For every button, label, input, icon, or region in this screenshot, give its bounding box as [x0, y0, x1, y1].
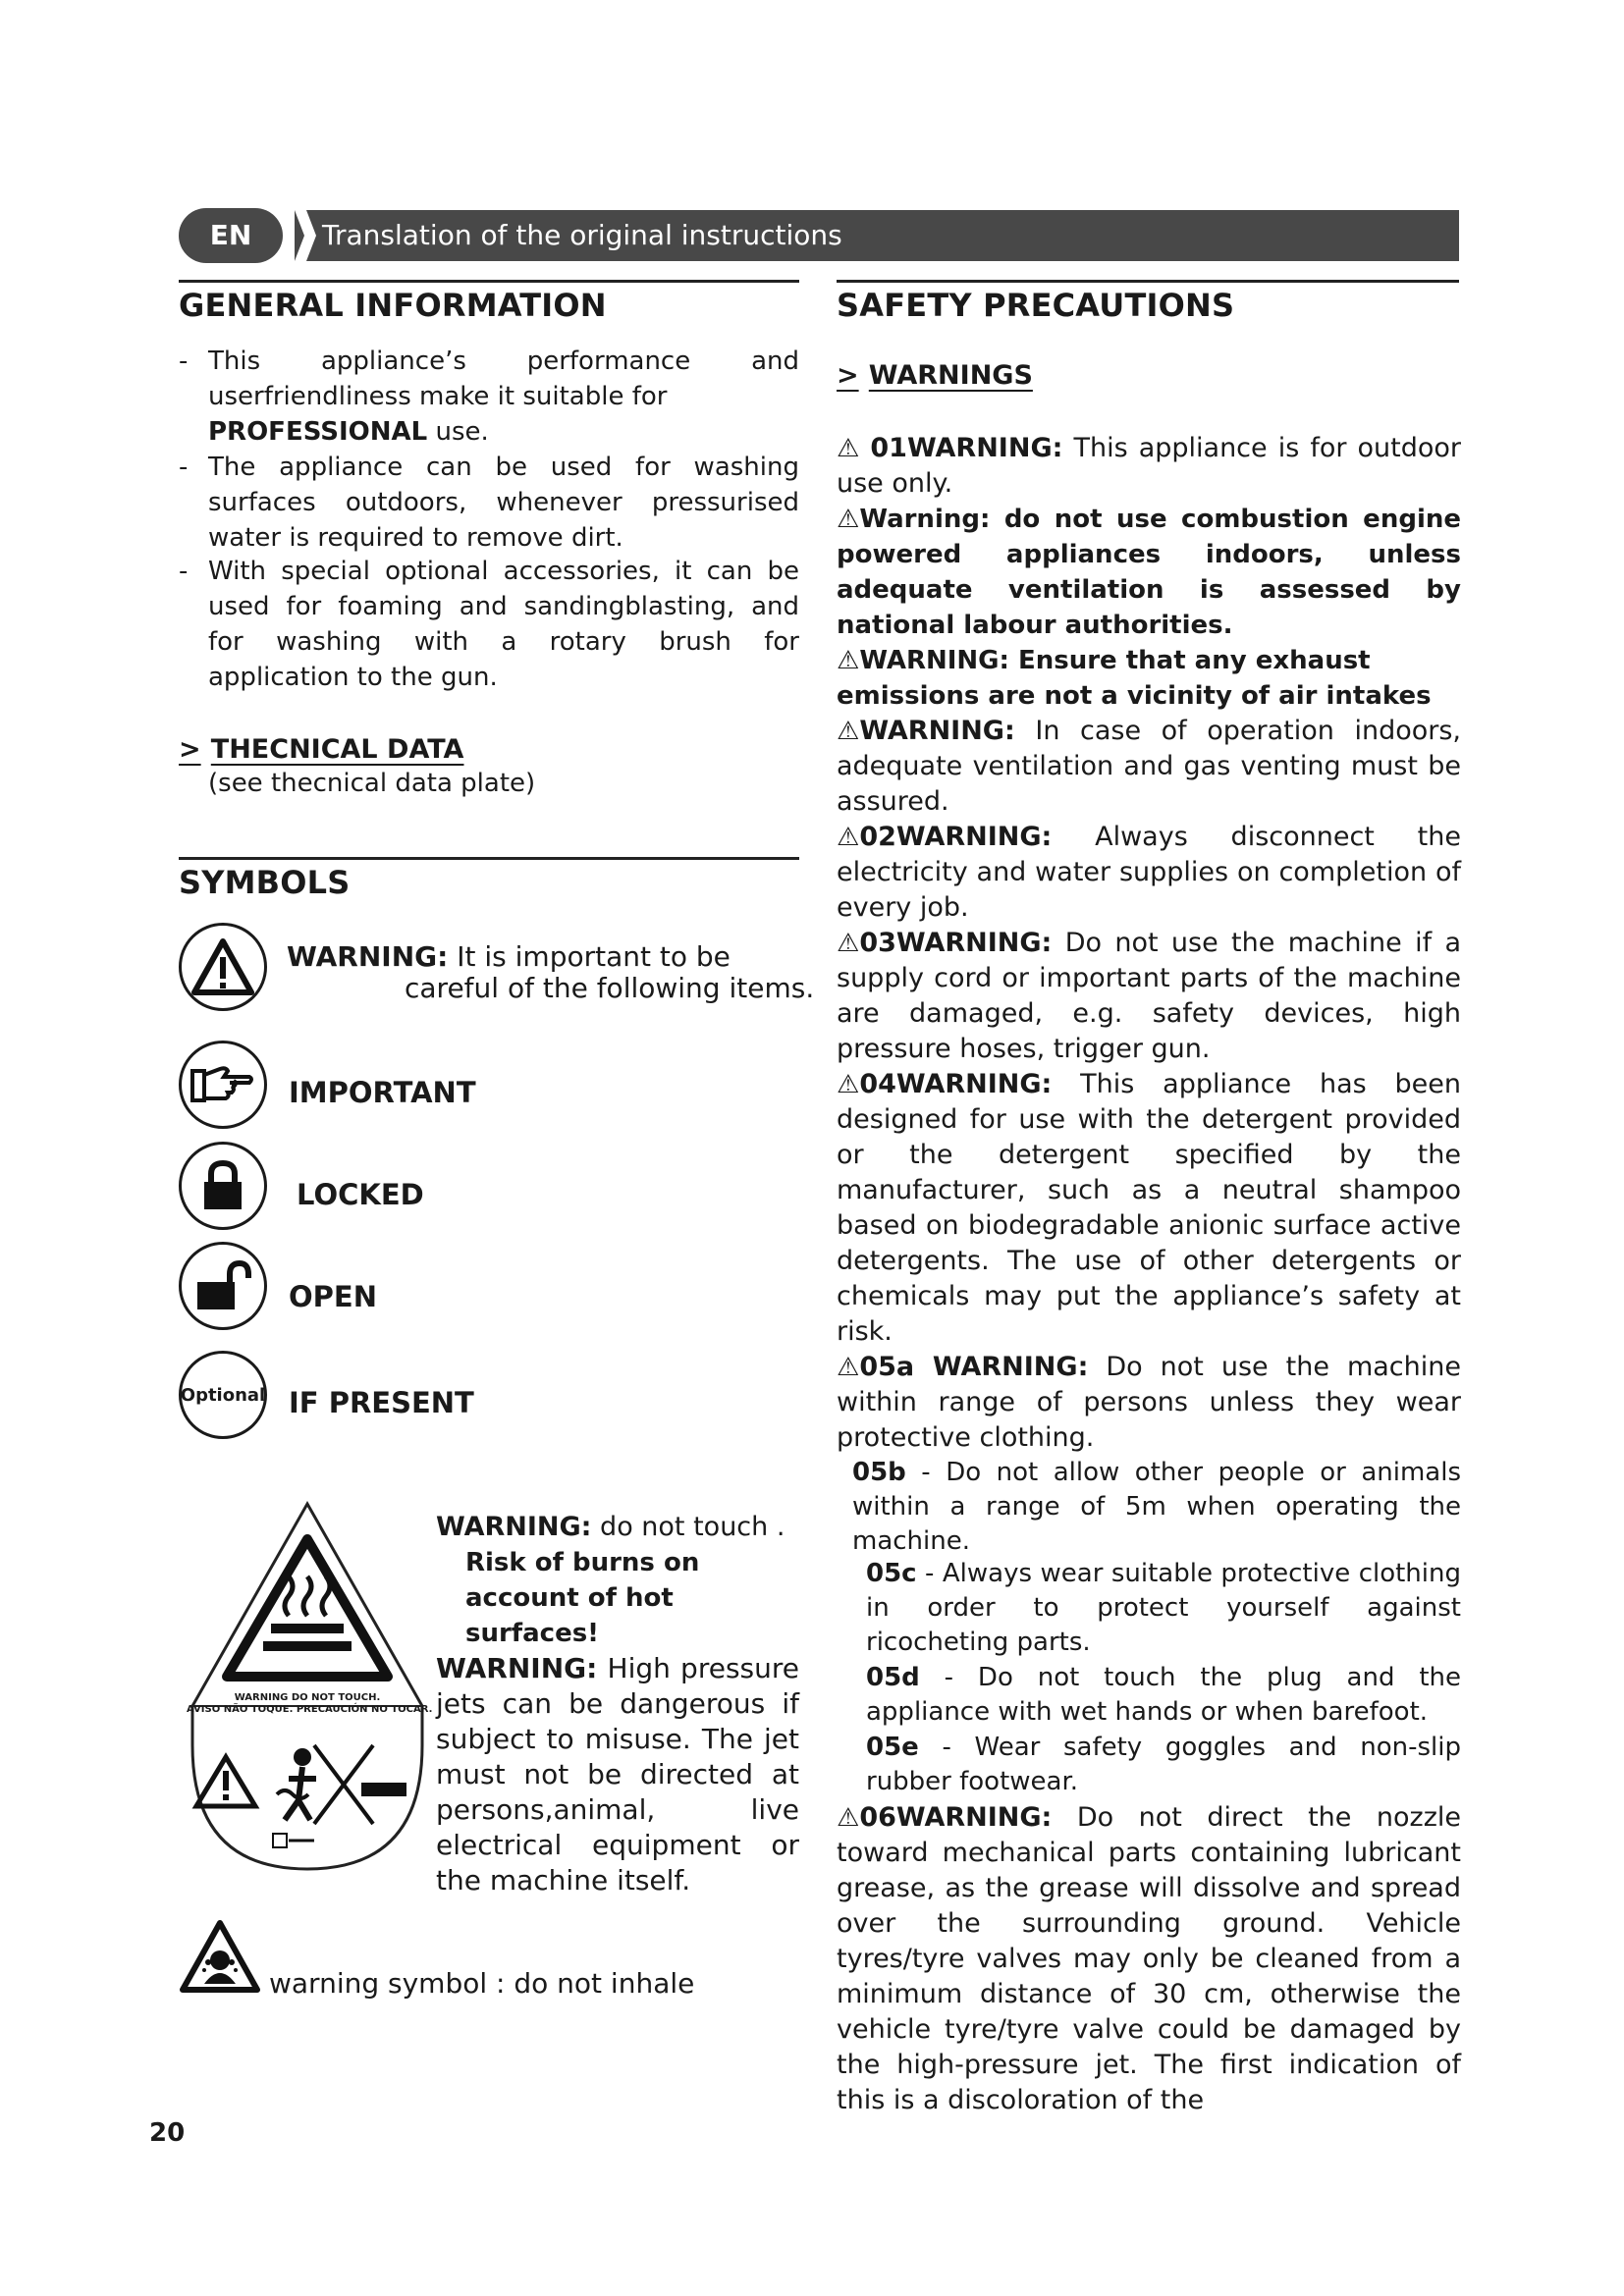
- open-symbol: [179, 1242, 267, 1330]
- technical-data-note: (see thecnical data plate): [208, 769, 536, 798]
- warning-triangle-icon: ⚠: [837, 1070, 860, 1099]
- if-present-label: IF PRESENT: [289, 1386, 474, 1419]
- sticker-line2: AVISO NÃO TOQUE. PRECAUCIÓN NO TOCAR.: [187, 1704, 433, 1715]
- important-symbol: [179, 1041, 267, 1129]
- list-item: [179, 450, 799, 556]
- warning-bold: 05c: [866, 1559, 917, 1588]
- heading-marker: >: [837, 360, 859, 391]
- warning-triangle-icon: ⚠: [837, 1803, 860, 1833]
- warning-triangle-icon: ⚠: [837, 505, 860, 534]
- warning-04: [837, 1067, 1461, 1350]
- symbols-warning-line2: careful of the following items.: [405, 972, 815, 1004]
- list-text: This appliance’s performance and userfriendliness make it suitable for: [208, 347, 799, 411]
- warning-05e: [837, 1731, 1461, 1799]
- list-text: With special optional accessories, it can be used for foaming and sandingblasting, and for washing with a rotary brush for application to the gun.: [208, 557, 799, 692]
- warning-bold: 05e: [866, 1733, 919, 1762]
- list-text: use.: [427, 417, 489, 447]
- warning-text: This appliance is for outdoor use only.: [837, 433, 1461, 499]
- lock-icon: [201, 1160, 244, 1211]
- pressure-warning: [436, 1651, 799, 1898]
- warning-02: [837, 820, 1461, 926]
- warning-symbol: [179, 923, 267, 1011]
- list-dash: -: [179, 347, 189, 376]
- section-rule: [179, 280, 799, 283]
- warning-text: Do not use the machine if a supply cord or important parts of the machine are damaged, e.g. safety devices, high pressure hoses, trigger gun.: [837, 928, 1461, 1064]
- warning-text: Do not direct the nozzle toward mechanical parts containing lubricant grease, as the grease will dissolve and spread over the surrounding ground. Vehicle tyres/tyre valves may only be cleaned from a minimum distance of 30 cm, otherwise the vehicle tyre/tyre valve could be damaged by the high-pressure jet. The first indication of this is a discoloration of the: [837, 1802, 1461, 2115]
- open-label: OPEN: [289, 1280, 377, 1313]
- warning-bold: WARNING:: [859, 716, 1015, 746]
- pointing-hand-icon: [190, 1063, 255, 1106]
- technical-data-heading: [179, 734, 463, 765]
- warning-text: - Always wear suitable protective clothing in order to protect yourself against ricocheting parts.: [866, 1559, 1461, 1657]
- warning-05b: [837, 1456, 1461, 1559]
- warning-bold: 05b: [852, 1458, 906, 1487]
- warning-bold: 02WARNING:: [859, 822, 1053, 852]
- hot-warning-detail: Risk of burns on account of hot surfaces!: [465, 1548, 700, 1648]
- warning-03: [837, 926, 1461, 1067]
- warning-text: It is important to be: [448, 940, 731, 973]
- warning-05c: [837, 1557, 1461, 1660]
- warning-05a: [837, 1350, 1461, 1456]
- warning-triangle-icon: ⚠: [837, 929, 860, 958]
- warning-triangle-icon: ⚠: [837, 717, 860, 746]
- warning-text: Always disconnect the electricity and water supplies on completion of every job.: [837, 822, 1461, 923]
- symbols-warning-line1: [287, 940, 731, 973]
- symbols-title: SYMBOLS: [179, 864, 351, 901]
- header-chevron: [295, 210, 316, 261]
- warning-exhaust: [837, 643, 1461, 714]
- warning-triangle-icon: ⚠: [837, 646, 860, 675]
- heading-marker: >: [179, 734, 201, 765]
- warning-bold: 01WARNING:: [870, 433, 1063, 463]
- warning-bold: 04WARNING:: [859, 1069, 1053, 1099]
- unlock-icon: [194, 1260, 251, 1311]
- locked-label: LOCKED: [297, 1178, 424, 1211]
- list-dash: -: [179, 557, 189, 586]
- heading-text: THECNICAL DATA: [210, 734, 464, 765]
- warning-text: This appliance has been designed for use with the detergent provided or the detergent specified by the manufacturer, such as a neutral shampoo based on biodegradable anionic surface active detergents. The use of other detergents or chemicals may put the appliance’s safety at risk.: [837, 1069, 1461, 1347]
- warning-indoors: [837, 714, 1461, 820]
- optional-symbol: [179, 1351, 267, 1439]
- section-rule: [837, 280, 1459, 283]
- warning-bold: 05d: [866, 1663, 920, 1692]
- list-text: The appliance can be used for washing surfaces outdoors, whenever pressurised water is required to remove dirt.: [208, 453, 799, 553]
- important-label: IMPORTANT: [289, 1076, 476, 1109]
- list-bold: PROFESSIONAL: [208, 417, 428, 447]
- warning-bold: WARNING:: [287, 940, 449, 973]
- page-number: 20: [149, 2118, 186, 2148]
- warning-bold: 05a WARNING:: [859, 1352, 1089, 1382]
- warning-bold: WARNING:: [436, 1512, 592, 1542]
- warning-text: WARNING: Ensure that any exhaust emissions are not a vicinity of air intakes: [837, 646, 1432, 711]
- warning-text: - Do not touch the plug and the appliance with wet hands or when barefoot.: [866, 1663, 1461, 1727]
- warning-text: do not touch .: [591, 1512, 785, 1542]
- warning-text: - Do not allow other people or animals within a range of 5m when operating the machine.: [852, 1458, 1461, 1556]
- warning-text: - Wear safety goggles and non-slip rubber footwear.: [866, 1733, 1461, 1796]
- warnings-heading: [837, 360, 1033, 391]
- safety-sticker: [187, 1500, 433, 1873]
- warning-triangle-icon: ⚠: [837, 1353, 860, 1382]
- section-rule: [179, 857, 799, 860]
- sticker-text: [187, 1692, 433, 1716]
- language-badge: EN: [179, 208, 283, 263]
- warning-bold: WARNING:: [436, 1652, 598, 1684]
- hot-surface-warning: [436, 1510, 799, 1651]
- inhale-label: warning symbol : do not inhale: [269, 1967, 695, 2000]
- warning-01: [837, 431, 1461, 502]
- warning-bold: 06WARNING:: [859, 1802, 1053, 1833]
- warning-text: High pressure jets can be dangerous if subject to misuse. The jet must not be directed at persons,animal, live electrical equipment or the machine itself.: [436, 1652, 799, 1896]
- list-item: [179, 554, 799, 695]
- warning-triangle-icon: [191, 937, 254, 996]
- warning-text: Do not use the machine within range of persons unless they wear protective clothing.: [837, 1352, 1461, 1453]
- list-dash: -: [179, 453, 189, 482]
- optional-icon-text: Optional: [180, 1384, 266, 1406]
- warning-combustion: [837, 502, 1461, 643]
- warning-text: In case of operation indoors, adequate ventilation and gas venting must be assured.: [837, 716, 1461, 817]
- list-item: [179, 344, 799, 450]
- warning-text: Warning: do not use combustion engine powered appliances indoors, unless adequate ventilation is assessed by national labour authorities.: [837, 505, 1461, 640]
- heading-text: WARNINGS: [868, 360, 1033, 391]
- header-title: Translation of the original instructions: [322, 219, 842, 251]
- sticker-line1: WARNING DO NOT TOUCH.: [234, 1692, 381, 1703]
- do-not-inhale-icon: [179, 1919, 261, 1994]
- warning-triangle-icon: ⚠: [837, 434, 860, 463]
- warning-bold: 03WARNING:: [859, 928, 1053, 958]
- safety-precautions-title: SAFETY PRECAUTIONS: [837, 287, 1235, 324]
- warning-05d: [837, 1661, 1461, 1730]
- general-information-title: GENERAL INFORMATION: [179, 287, 607, 324]
- warning-06: [837, 1800, 1461, 2118]
- warning-triangle-icon: ⚠: [837, 823, 860, 852]
- locked-symbol: [179, 1142, 267, 1230]
